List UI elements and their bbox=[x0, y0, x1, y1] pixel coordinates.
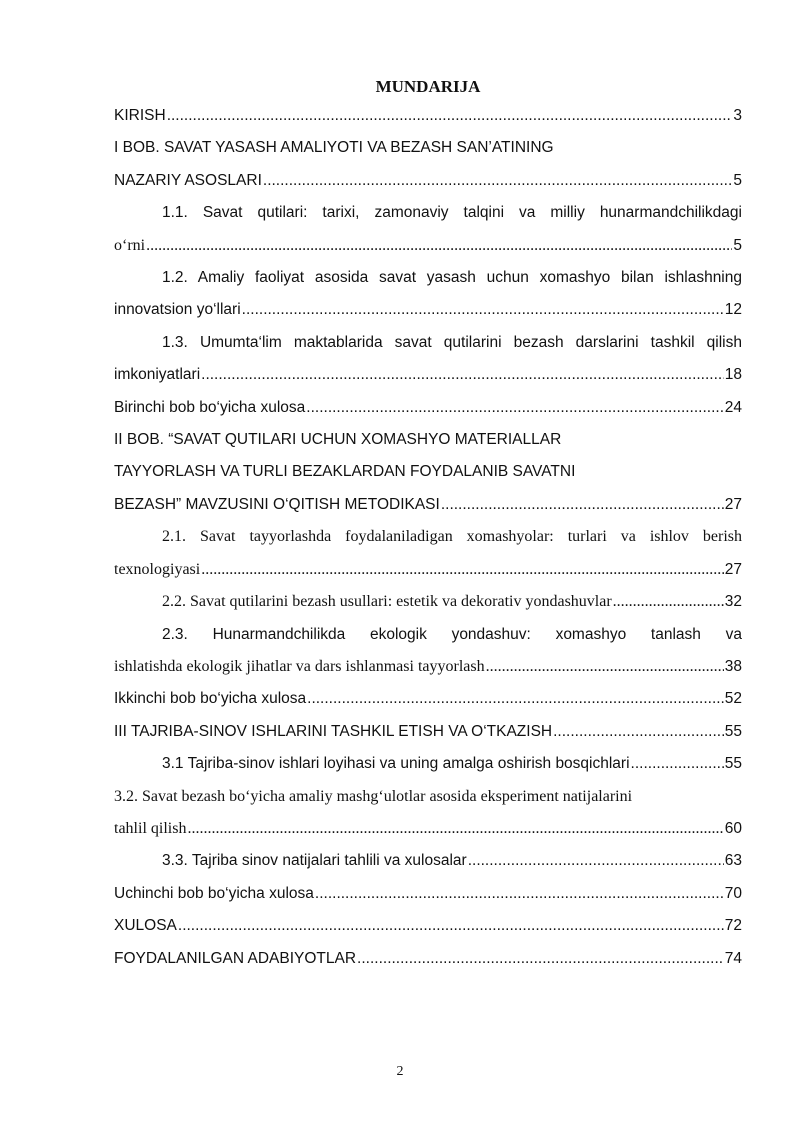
toc-entry-text: ishlatishda ekologik jihatlar va dars ishlanmasi tayyorlash bbox=[114, 657, 485, 675]
toc-leader bbox=[146, 230, 732, 262]
toc-entry-chapter-2[interactable] bbox=[114, 489, 742, 521]
toc-page-number: 3 bbox=[733, 107, 742, 124]
toc-page-number: 70 bbox=[724, 884, 742, 902]
toc-leader bbox=[468, 845, 724, 877]
toc-entry-text: texnologiyasi bbox=[114, 560, 201, 578]
toc-entry-text: o‘rni bbox=[114, 236, 146, 254]
toc-entry-text: 3.3. Tajriba sinov natijalari tahlili va xulosalar bbox=[162, 852, 467, 870]
toc-entry-chapter-1[interactable] bbox=[114, 165, 742, 197]
toc-leader bbox=[306, 392, 723, 424]
toc-leader bbox=[187, 813, 723, 845]
toc-entry-references[interactable] bbox=[114, 943, 742, 975]
toc-entry-1-3-line: 1.3. Umumta‘lim maktablarida savat qutilarini bezash darslarini tashkil qilish bbox=[162, 333, 742, 351]
toc-leader bbox=[315, 878, 724, 910]
toc-entry-chapter-2-line-1: II BOB. “SAVAT QUTILARI UCHUN XOMASHYO MATERIALLAR bbox=[114, 431, 562, 449]
toc-page-number: 5 bbox=[733, 236, 742, 254]
toc-entry-3-2-line: 3.2. Savat bezash bo‘yicha amaliy mashg‘ulotlar asosida eksperiment natijalarini bbox=[114, 787, 633, 805]
toc-leader bbox=[486, 651, 724, 683]
toc-entry-1-3[interactable] bbox=[114, 359, 742, 391]
toc-leader bbox=[242, 294, 724, 326]
toc-page-number: 18 bbox=[724, 366, 742, 384]
toc-entry-text: tahlil qilish bbox=[114, 819, 187, 837]
toc-heading: MUNDARIJA bbox=[375, 77, 481, 96]
toc-page-number: 55 bbox=[724, 755, 742, 773]
toc-entry-2-3[interactable] bbox=[114, 651, 742, 683]
toc-entry-text: Ikkinchi bob bo‘yicha xulosa bbox=[114, 690, 307, 708]
page-number: 2 bbox=[396, 1064, 404, 1079]
toc-entry-text: 3.1 Tajriba-sinov ishlari loyihasi va uning amalga oshirish bosqichlari bbox=[162, 755, 630, 773]
toc-page-number: 27 bbox=[724, 495, 742, 513]
toc-entry-3-1[interactable] bbox=[114, 748, 742, 780]
toc-entry-text: III TAJRIBA-SINOV ISHLARINI TASHKIL ETISH VA O‘TKAZISH bbox=[114, 722, 553, 740]
toc-leader bbox=[553, 716, 724, 748]
toc-page-number: 52 bbox=[724, 690, 742, 708]
toc-entry-3-2[interactable] bbox=[114, 813, 742, 845]
toc-entry-kirish[interactable] bbox=[114, 100, 742, 132]
toc-page-number: 12 bbox=[724, 301, 742, 319]
toc-page-number: 60 bbox=[724, 819, 742, 837]
toc-page-number: 5 bbox=[733, 171, 742, 189]
toc-leader bbox=[263, 165, 732, 197]
toc-entry-2-1-line: 2.1. Savat tayyorlashda foydalaniladigan xomashyolar: turlari va ishlov berish bbox=[162, 528, 742, 546]
toc-page-number: 24 bbox=[724, 398, 742, 416]
toc-entry-chapter-3-summary[interactable] bbox=[114, 878, 742, 910]
toc-leader bbox=[441, 489, 724, 521]
toc-page-number: 63 bbox=[724, 852, 742, 870]
toc-page-number: 74 bbox=[724, 949, 742, 967]
toc-leader bbox=[167, 100, 733, 132]
toc-entry-text: 2.2. Savat qutilarini bezash usullari: estetik va dekorativ yondashuvlar bbox=[162, 593, 612, 611]
toc-leader bbox=[201, 554, 724, 586]
toc-entry-text: innovatsion yo‘llari bbox=[114, 301, 241, 319]
toc-entry-text: KIRISH bbox=[114, 107, 166, 124]
toc-entry-text: XULOSA bbox=[114, 917, 177, 935]
toc-entry-text: imkoniyatlari bbox=[114, 366, 201, 384]
toc-leader bbox=[613, 586, 724, 618]
table-of-contents bbox=[114, 76, 742, 975]
toc-leader bbox=[357, 943, 724, 975]
toc-entry-3-3[interactable] bbox=[114, 845, 742, 877]
toc-leader bbox=[178, 910, 724, 942]
toc-entry-1-2-line: 1.2. Amaliy faoliyat asosida savat yasash uchun xomashyo bilan ishlashning bbox=[162, 269, 742, 287]
toc-entry-2-2[interactable] bbox=[114, 586, 742, 618]
toc-leader bbox=[201, 359, 724, 391]
toc-entry-1-1-line: 1.1. Savat qutilari: tarixi, zamonaviy talqini va milliy hunarmandchilikdagi bbox=[162, 204, 742, 222]
toc-entry-1-1[interactable] bbox=[114, 230, 742, 262]
toc-entry-chapter-1-line: I BOB. SAVAT YASASH AMALIYOTI VA BEZASH SAN’ATINING bbox=[114, 139, 554, 157]
toc-entry-text: BEZASH” MAVZUSINI O‘QITISH METODIKASI bbox=[114, 495, 440, 513]
toc-page-number: 32 bbox=[724, 593, 742, 611]
toc-entry-text: Birinchi bob bo‘yicha xulosa bbox=[114, 398, 306, 416]
toc-entry-text: Uchinchi bob bo‘yicha xulosa bbox=[114, 884, 314, 902]
toc-page-number: 72 bbox=[724, 917, 742, 935]
toc-entry-2-3-line: 2.3. Hunarmandchilikda ekologik yondashuv: xomashyo tanlash va bbox=[162, 625, 742, 643]
toc-entry-chapter-2-summary[interactable] bbox=[114, 683, 742, 715]
toc-page-number: 27 bbox=[724, 560, 742, 578]
toc-leader bbox=[307, 683, 724, 715]
toc-entry-chapter-1-summary[interactable] bbox=[114, 392, 742, 424]
toc-entry-text: FOYDALANILGAN ADABIYOTLAR bbox=[114, 949, 357, 967]
toc-page-number: 38 bbox=[724, 657, 742, 675]
toc-entry-1-2[interactable] bbox=[114, 294, 742, 326]
toc-leader bbox=[631, 748, 724, 780]
toc-page-number: 55 bbox=[724, 722, 742, 740]
toc-entry-2-1[interactable] bbox=[114, 554, 742, 586]
toc-entry-chapter-3[interactable] bbox=[114, 716, 742, 748]
toc-entry-text: NAZARIY ASOSLARI bbox=[114, 171, 262, 189]
toc-entry-chapter-2-line-2: TAYYORLASH VA TURLI BEZAKLARDAN FOYDALANIB SAVATNI bbox=[114, 463, 576, 481]
toc-entry-conclusion[interactable] bbox=[114, 910, 742, 942]
